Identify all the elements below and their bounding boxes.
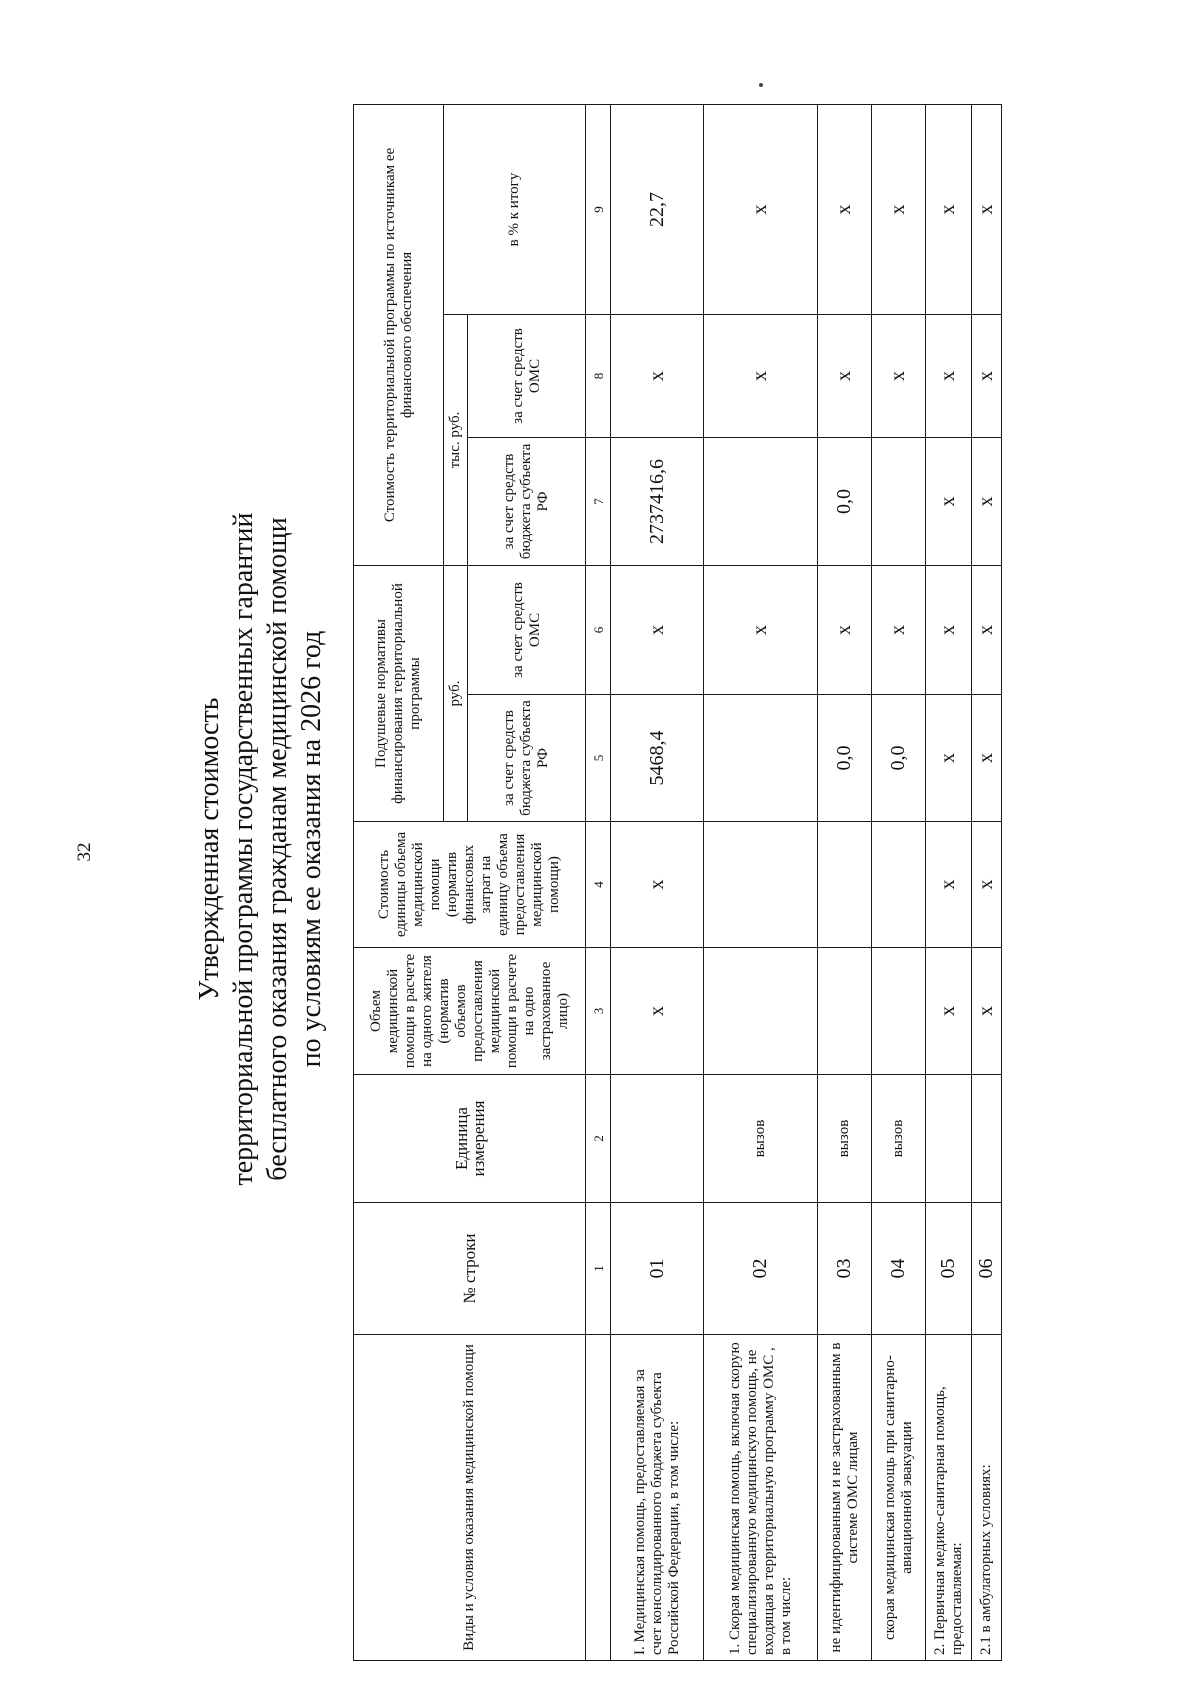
- row-total-oms: х: [926, 314, 972, 437]
- row-number: 04: [872, 1203, 926, 1335]
- row-name: I. Медицинская помощь, предоставляемая за счет консолидированного бюджета субъекта Российской Федерации, в том числе:: [611, 1335, 704, 1661]
- row-percent: х: [972, 104, 1002, 314]
- row-name: 1. Скорая медицинская помощь, включая скорую специализированную медицинскую помощь, не входящая в территориальную программу ОМС , в том числе:: [704, 1335, 818, 1661]
- row-total-budget: х: [972, 437, 1002, 565]
- title-line-1: Утвержденная стоимость: [194, 697, 225, 1001]
- row-volume: [818, 948, 872, 1075]
- column-number-row: [586, 104, 611, 1660]
- header-group-norms: Подушевые нормативы финансирования территориальной программы: [354, 565, 444, 821]
- row-total-oms: х: [972, 314, 1002, 437]
- row-unit: вызов: [818, 1075, 872, 1203]
- title-line-3: бесплатного оказания гражданам медицинской помощи: [262, 517, 293, 1181]
- column-number: 8: [586, 314, 611, 437]
- row-number: 02: [704, 1203, 818, 1335]
- scan-speck: [759, 83, 763, 87]
- row-unit: [972, 1075, 1002, 1203]
- row-volume: х: [972, 948, 1002, 1075]
- row-norm-oms: х: [926, 565, 972, 694]
- table-row: [872, 104, 926, 1660]
- row-name: скорая медицинская помощь при санитарно-авиационной эвакуации: [872, 1335, 926, 1661]
- table-row: [704, 104, 818, 1660]
- header-unit: Единица измерения: [354, 1075, 586, 1203]
- row-number: 06: [972, 1203, 1002, 1335]
- header-percent: в % к итогу: [444, 104, 586, 314]
- row-norm-oms: х: [818, 565, 872, 694]
- column-number: 1: [586, 1203, 611, 1335]
- row-total-oms: х: [872, 314, 926, 437]
- table-row: [972, 104, 1002, 1660]
- page-number: 32: [74, 842, 95, 862]
- row-total-budget: х: [926, 437, 972, 565]
- row-number: 03: [818, 1203, 872, 1335]
- row-total-budget: [704, 437, 818, 565]
- row-volume: х: [611, 948, 704, 1075]
- row-volume: [704, 948, 818, 1075]
- row-cost: х: [611, 822, 704, 948]
- row-cost: х: [926, 822, 972, 948]
- row-volume: [872, 948, 926, 1075]
- row-norm-budget: х: [972, 695, 1002, 822]
- table-row: [926, 104, 972, 1660]
- header-norm-oms: за счет средств ОМС: [468, 565, 586, 694]
- title-line-4: по условиям ее оказания на 2026 год: [296, 630, 327, 1068]
- header-group-cost: Стоимость территориальной программы по источникам ее финансового обеспечения: [354, 104, 444, 565]
- column-number: [586, 1335, 611, 1661]
- row-norm-oms: х: [972, 565, 1002, 694]
- row-norm-oms: х: [872, 565, 926, 694]
- row-percent: х: [704, 104, 818, 314]
- table-row: [818, 104, 872, 1660]
- column-number: 4: [586, 822, 611, 948]
- header-cost-budget: за счет средств бюджета субъекта РФ: [468, 437, 586, 565]
- row-unit: [611, 1075, 704, 1203]
- column-number: 5: [586, 695, 611, 822]
- row-total-budget: 0,0: [818, 437, 872, 565]
- row-norm-oms: х: [704, 565, 818, 694]
- header-volume: Объем медицинской помощи в расчете на одного жителя (норматив объемов предоставления медицинской помощи в расчете на одно застрахованное лицо): [354, 948, 586, 1075]
- header-row-number: № строки: [354, 1203, 586, 1335]
- row-percent: х: [818, 104, 872, 314]
- row-number: 01: [611, 1203, 704, 1335]
- row-total-oms: х: [818, 314, 872, 437]
- header-kinds: Виды и условия оказания медицинской помощи: [354, 1335, 586, 1661]
- row-unit: вызов: [872, 1075, 926, 1203]
- row-number: 05: [926, 1203, 972, 1335]
- row-unit: [926, 1075, 972, 1203]
- row-name: не идентифицированным и не застрахованным в системе ОМС лицам: [818, 1335, 872, 1661]
- row-unit: вызов: [704, 1075, 818, 1203]
- row-total-budget: 2737416,6: [611, 437, 704, 565]
- row-cost: [818, 822, 872, 948]
- row-cost: [704, 822, 818, 948]
- cost-table: [353, 104, 1002, 1661]
- row-total-budget: [872, 437, 926, 565]
- row-name: 2. Первичная медико-санитарная помощь, предоставляемая:: [926, 1335, 972, 1661]
- header-unit-rub: руб.: [444, 565, 468, 821]
- header-unit-trub: тыс. руб.: [444, 314, 468, 565]
- row-percent: х: [926, 104, 972, 314]
- column-number: 6: [586, 565, 611, 694]
- row-norm-budget: [704, 695, 818, 822]
- row-cost: [872, 822, 926, 948]
- column-number: 9: [586, 104, 611, 314]
- row-total-oms: х: [704, 314, 818, 437]
- row-norm-oms: х: [611, 565, 704, 694]
- row-percent: 22,7: [611, 104, 704, 314]
- table-row: [611, 104, 704, 1660]
- row-total-oms: х: [611, 314, 704, 437]
- title-line-2: территориальной программы государственных гарантий: [228, 512, 259, 1186]
- row-name: 2.1 в амбулаторных условиях:: [972, 1335, 1002, 1661]
- header-cost-oms: за счет средств ОМС: [468, 314, 586, 437]
- row-norm-budget: х: [926, 695, 972, 822]
- column-number: 3: [586, 948, 611, 1075]
- row-norm-budget: 0,0: [818, 695, 872, 822]
- column-number: 2: [586, 1075, 611, 1203]
- header-unit-cost: Стоимость единицы объема медицинской помощи (норматив финансовых затрат на единицу объема предоставления медицинской помощи): [354, 822, 586, 948]
- header-norm-budget: за счет средств бюджета субъекта РФ: [468, 695, 586, 822]
- row-norm-budget: 0,0: [872, 695, 926, 822]
- row-cost: х: [972, 822, 1002, 948]
- row-percent: х: [872, 104, 926, 314]
- column-number: 7: [586, 437, 611, 565]
- row-norm-budget: 5468,4: [611, 695, 704, 822]
- row-volume: х: [926, 948, 972, 1075]
